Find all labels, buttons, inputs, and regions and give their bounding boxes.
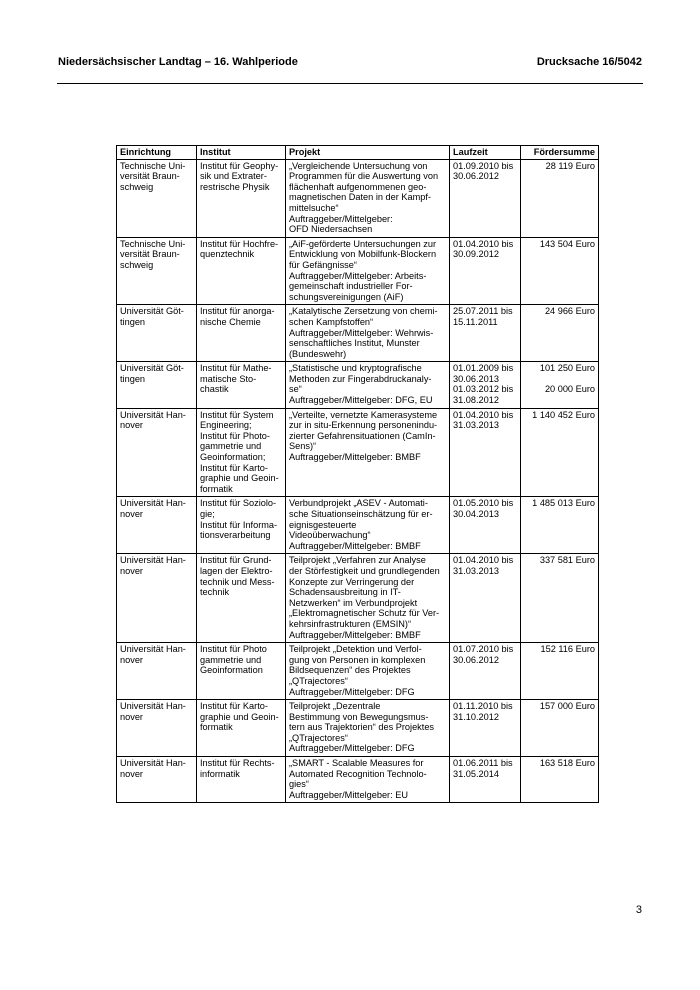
cell-projekt bbox=[286, 237, 450, 305]
cell-text-line: „QTrajectores“ bbox=[289, 732, 348, 743]
cell-text-line: eignisgesteuerte bbox=[289, 519, 357, 530]
column-header-einrichtung: Einrichtung bbox=[117, 146, 197, 160]
cell-text-line: Auftraggeber/Mittelgeber: BMBF bbox=[289, 452, 421, 463]
cell-text-line: Universität Han- bbox=[120, 644, 186, 655]
cell-text-line: „Elektromagnetischer Schutz für Ver- bbox=[289, 608, 440, 619]
cell-text-line: 01.11.2010 bis bbox=[453, 701, 513, 712]
cell-text-line: 31.03.2013 bbox=[453, 420, 499, 431]
cell-text-line: 30.09.2012 bbox=[453, 249, 499, 260]
cell-text-line: 01.06.2011 bis bbox=[453, 758, 513, 769]
cell-text-line: Auftraggeber/Mittelgeber: BMBF bbox=[289, 540, 421, 551]
cell-text-line: tionsverarbeitung bbox=[200, 530, 271, 541]
cell-institut bbox=[197, 237, 286, 305]
cell-text-line: Technische Uni- bbox=[120, 160, 186, 171]
cell-text-line: Teilprojekt „Detektion und Verfol- bbox=[289, 644, 422, 655]
cell-text-line: Technische Uni- bbox=[120, 238, 186, 249]
cell-text-line: Auftraggeber/Mittelgeber: EU bbox=[289, 789, 408, 800]
cell-text-line: Bestimmung von Bewegungsmus- bbox=[289, 711, 429, 722]
cell-text-line: 01.09.2010 bis bbox=[453, 160, 514, 171]
cell-text-line: Verbundprojekt „ASEV - Automati- bbox=[289, 498, 428, 509]
cell-text-line: Geoinformation; bbox=[200, 452, 266, 463]
cell-text-line: nische Chemie bbox=[200, 316, 261, 327]
cell-text-line: Universität Göt- bbox=[120, 363, 184, 374]
cell-text-line: „QTrajectores“ bbox=[289, 675, 348, 686]
cell-projekt bbox=[286, 159, 450, 237]
cell-text-line: Konzepte zur Verringerung der bbox=[289, 576, 415, 587]
cell-text-line: Universität Göt- bbox=[120, 306, 184, 317]
cell-text-line: 15.11.2011 bbox=[453, 316, 498, 327]
cell-text-line: Auftraggeber/Mittelgeber: BMBF bbox=[289, 629, 421, 640]
cell-text-line: 31.10.2012 bbox=[453, 711, 499, 722]
cell-projekt bbox=[286, 362, 450, 408]
cell-text-line: der Störfestigkeit und grundlegenden bbox=[289, 565, 440, 576]
cell-text-line: „Statistische und kryptografische bbox=[289, 363, 422, 374]
cell-text-line: nover bbox=[120, 654, 143, 665]
cell-text-line: Institut für Hochfre- bbox=[200, 238, 279, 249]
cell-projekt bbox=[286, 757, 450, 803]
cell-text-line: Institut für Karto- bbox=[200, 701, 268, 712]
cell-text-line: Bildsequenzen“ des Projektes bbox=[289, 665, 411, 676]
cell-text-line: Institut für Informa- bbox=[200, 519, 278, 530]
cell-einrichtung bbox=[117, 237, 197, 305]
cell-text-line: sche Situationseinschätzung für er- bbox=[289, 509, 433, 519]
column-header-foerdersumme: Fördersumme bbox=[521, 146, 599, 160]
header-rule bbox=[57, 83, 643, 84]
cell-foerdersumme bbox=[521, 237, 599, 305]
cell-text-line: Institut für anorga- bbox=[200, 306, 275, 317]
cell-einrichtung bbox=[117, 643, 197, 700]
table-row bbox=[117, 362, 599, 408]
column-header-laufzeit: Laufzeit bbox=[450, 146, 521, 160]
cell-laufzeit bbox=[450, 408, 521, 497]
cell-text-line: gie; bbox=[200, 509, 215, 519]
cell-text-line: senschaftliches Institut, Munster bbox=[289, 338, 420, 349]
cell-text-line: 24 966 Euro bbox=[544, 306, 595, 317]
cell-institut bbox=[197, 554, 286, 643]
cell-text-line: Programmen für die Auswertung von bbox=[289, 171, 439, 182]
cell-text-line: Institut für Photo bbox=[200, 644, 267, 655]
cell-text-line: Methoden zur Fingerabdruckanaly- bbox=[289, 373, 432, 384]
table-row bbox=[117, 408, 599, 497]
cell-foerdersumme bbox=[521, 554, 599, 643]
cell-text-line: Universität Han- bbox=[120, 701, 186, 712]
cell-text-line: Universität Han- bbox=[120, 555, 186, 566]
cell-institut bbox=[197, 757, 286, 803]
cell-text-line: 337 581 Euro bbox=[539, 555, 595, 566]
cell-text-line: Auftraggeber/Mittelgeber: DFG, EU bbox=[289, 395, 433, 406]
cell-text-line: tingen bbox=[120, 373, 146, 384]
table-row bbox=[117, 305, 599, 362]
cell-institut bbox=[197, 643, 286, 700]
cell-text-line: 152 116 Euro bbox=[540, 644, 595, 655]
cell-text-line: „Verteilte, vernetzte Kamerasysteme bbox=[289, 409, 438, 420]
cell-text-line: flächenhaft aufgenommenen geo- bbox=[289, 181, 427, 192]
cell-text-line: gammetrie und bbox=[200, 654, 262, 665]
cell-text-line: mittelsuche“ bbox=[289, 202, 339, 213]
cell-text-line: Schadensausbreitung in IT- bbox=[289, 587, 401, 598]
cell-laufzeit bbox=[450, 643, 521, 700]
cell-institut bbox=[197, 305, 286, 362]
cell-einrichtung bbox=[117, 757, 197, 803]
cell-text-line: Geoinformation bbox=[200, 665, 263, 676]
cell-projekt bbox=[286, 700, 450, 757]
cell-einrichtung bbox=[117, 497, 197, 554]
cell-text-line: Netzwerken“ im Verbundprojekt bbox=[289, 597, 418, 608]
cell-text-line: 157 000 Euro bbox=[539, 701, 595, 712]
cell-foerdersumme bbox=[521, 408, 599, 497]
cell-text-line: Automated Recognition Technolo- bbox=[289, 768, 427, 779]
cell-text-line: gemeinschaft industrieller For- bbox=[289, 281, 413, 292]
cell-institut bbox=[197, 408, 286, 497]
cell-laufzeit bbox=[450, 159, 521, 237]
cell-laufzeit bbox=[450, 554, 521, 643]
cell-text-line: für Gefängnisse“ bbox=[289, 259, 357, 270]
cell-text-line: Institut für System bbox=[200, 409, 274, 420]
cell-text-line: se“ bbox=[289, 384, 302, 395]
cell-text-line: nover bbox=[120, 768, 143, 779]
cell-text-line: nover bbox=[120, 565, 143, 576]
cell-projekt bbox=[286, 408, 450, 497]
cell-foerdersumme bbox=[521, 497, 599, 554]
cell-text-line: 01.04.2010 bis bbox=[453, 238, 514, 249]
cell-laufzeit bbox=[450, 305, 521, 362]
cell-text-line: 31.03.2013 bbox=[453, 565, 499, 576]
cell-text-line: 1 485 013 Euro bbox=[532, 498, 595, 509]
cell-text-line: matische Sto- bbox=[200, 373, 257, 384]
cell-text-line: 01.05.2010 bis bbox=[453, 498, 514, 509]
cell-text-line: Institut für Soziolo- bbox=[200, 498, 277, 509]
cell-text-line: schweig bbox=[120, 181, 154, 192]
cell-foerdersumme bbox=[521, 305, 599, 362]
cell-einrichtung bbox=[117, 408, 197, 497]
table-row bbox=[117, 497, 599, 554]
cell-text-line: chastik bbox=[200, 384, 229, 395]
table-row bbox=[117, 700, 599, 757]
cell-text-line: graphie und Geoin- bbox=[200, 473, 279, 484]
cell-text-line: gammetrie und bbox=[200, 441, 262, 452]
cell-text-line: 01.03.2012 bis bbox=[453, 384, 514, 395]
cell-text-line: 30.06.2013 bbox=[453, 373, 499, 384]
cell-text-line: technik und Mess- bbox=[200, 576, 275, 587]
cell-text-line: Universität Han- bbox=[120, 498, 186, 509]
cell-institut bbox=[197, 159, 286, 237]
funding-table bbox=[116, 145, 599, 803]
cell-text-line: 01.07.2010 bis bbox=[453, 644, 514, 655]
cell-text-line: schungsvereinigungen (AiF) bbox=[289, 291, 404, 302]
cell-text-line: Universität Han- bbox=[120, 758, 186, 769]
cell-text-line: (Bundeswehr) bbox=[289, 348, 347, 359]
cell-text-line: 101 250 Euro bbox=[539, 363, 595, 374]
cell-text-line: gies“ bbox=[289, 779, 309, 790]
cell-einrichtung bbox=[117, 362, 197, 408]
cell-text-line: sik und Extrater- bbox=[200, 171, 267, 182]
cell-text-line: formatik bbox=[200, 483, 233, 494]
cell-text-line: Auftraggeber/Mittelgeber: DFG bbox=[289, 743, 415, 754]
cell-text-line: 20 000 Euro bbox=[544, 384, 595, 395]
cell-text-line: graphie und Geoin- bbox=[200, 711, 279, 722]
cell-foerdersumme bbox=[521, 757, 599, 803]
cell-text-line: Institut für Geophy- bbox=[200, 160, 279, 171]
cell-laufzeit bbox=[450, 237, 521, 305]
cell-text-line: nover bbox=[120, 711, 143, 722]
cell-text-line: restrische Physik bbox=[200, 181, 270, 192]
cell-text-line: „Vergleichende Untersuchung von bbox=[289, 160, 428, 171]
cell-institut bbox=[197, 362, 286, 408]
cell-laufzeit bbox=[450, 700, 521, 757]
cell-text-line: kehrsinfrastrukturen (EMSIN)“ bbox=[289, 618, 412, 629]
cell-laufzeit bbox=[450, 497, 521, 554]
cell-text-line: Teilprojekt „Dezentrale bbox=[289, 701, 381, 712]
cell-text-line: tingen bbox=[120, 316, 146, 327]
cell-text-line: tern aus Trajektorien“ des Projektes bbox=[289, 722, 435, 733]
cell-text-line: nover bbox=[120, 420, 143, 431]
cell-foerdersumme bbox=[521, 362, 599, 408]
cell-text-line: 25.07.2011 bis bbox=[453, 306, 513, 317]
cell-text-line: zur in situ-Erkennung personenindu- bbox=[289, 420, 438, 431]
cell-text-line: gung von Personen in komplexen bbox=[289, 654, 426, 665]
cell-text-line: 30.04.2013 bbox=[453, 509, 499, 519]
cell-text-line: Engineering; bbox=[200, 420, 252, 431]
cell-text-line: formatik bbox=[200, 722, 233, 733]
cell-projekt bbox=[286, 497, 450, 554]
cell-foerdersumme bbox=[521, 159, 599, 237]
cell-einrichtung bbox=[117, 305, 197, 362]
cell-text-line: „SMART - Scalable Measures for bbox=[289, 758, 424, 769]
cell-text-line: Institut für Photo- bbox=[200, 430, 270, 441]
cell-einrichtung bbox=[117, 554, 197, 643]
cell-text-line: Sens)“ bbox=[289, 441, 317, 452]
table-header-row bbox=[117, 146, 599, 160]
cell-institut bbox=[197, 497, 286, 554]
table-row bbox=[117, 237, 599, 305]
cell-text-line: informatik bbox=[200, 768, 240, 779]
cell-institut bbox=[197, 700, 286, 757]
table-row bbox=[117, 643, 599, 700]
cell-text-line: „Katalytische Zersetzung von chemi- bbox=[289, 306, 438, 317]
cell-projekt bbox=[286, 554, 450, 643]
cell-text-line: 31.08.2012 bbox=[453, 395, 499, 406]
cell-text-line: technik bbox=[200, 587, 230, 598]
cell-text-line: versität Braun- bbox=[120, 171, 180, 182]
cell-text-line: Institut für Rechts- bbox=[200, 758, 275, 769]
header-document-number: Drucksache 16/5042 bbox=[536, 56, 642, 68]
cell-text-line: 31.05.2014 bbox=[453, 768, 499, 779]
table-row bbox=[117, 554, 599, 643]
table-row bbox=[117, 757, 599, 803]
cell-foerdersumme bbox=[521, 643, 599, 700]
cell-text-line: „AiF-geförderte Untersuchungen zur bbox=[289, 238, 437, 249]
cell-text-line: 01.04.2010 bis bbox=[453, 409, 514, 420]
cell-text-line: schen Kampfstoffen“ bbox=[289, 316, 374, 327]
cell-einrichtung bbox=[117, 700, 197, 757]
cell-text-line: OFD Niedersachsen bbox=[289, 224, 373, 235]
header-title: Niedersächsischer Landtag – 16. Wahlperiode bbox=[58, 56, 298, 68]
cell-text-line: versität Braun- bbox=[120, 249, 180, 260]
cell-text-line: 30.06.2012 bbox=[453, 654, 499, 665]
cell-text-line: nover bbox=[120, 509, 143, 519]
cell-text-line: magnetischen Daten in der Kampf- bbox=[289, 192, 431, 203]
cell-text-line: zierter Gefahrensituationen (CamIn- bbox=[289, 430, 436, 441]
cell-projekt bbox=[286, 643, 450, 700]
cell-text-line: lagen der Elektro- bbox=[200, 565, 273, 576]
cell-text-line: 01.04.2010 bis bbox=[453, 555, 514, 566]
cell-text-line: Auftraggeber/Mittelgeber: bbox=[289, 213, 393, 224]
column-header-projekt: Projekt bbox=[286, 146, 450, 160]
cell-text-line: Entwicklung von Mobilfunk-Blockern bbox=[289, 249, 437, 260]
cell-text-line: 01.01.2009 bis bbox=[453, 363, 514, 374]
cell-text-line: Universität Han- bbox=[120, 409, 186, 420]
cell-laufzeit bbox=[450, 757, 521, 803]
cell-laufzeit bbox=[450, 362, 521, 408]
cell-text-line: 163 518 Euro bbox=[539, 758, 595, 769]
cell-text-line: Institut für Grund- bbox=[200, 555, 272, 566]
cell-text-line: Institut für Mathe- bbox=[200, 363, 272, 374]
cell-text-line: Auftraggeber/Mittelgeber: DFG bbox=[289, 686, 415, 697]
cell-text-line: quenztechnik bbox=[200, 249, 255, 260]
cell-text-line: Auftraggeber/Mittelgeber: Wehrwis- bbox=[289, 327, 434, 338]
cell-text-line: 30.06.2012 bbox=[453, 171, 499, 182]
cell-text-line: Institut für Karto- bbox=[200, 462, 268, 473]
cell-text-line: schweig bbox=[120, 259, 154, 270]
page-number: 3 bbox=[635, 904, 642, 916]
table-body bbox=[117, 159, 599, 803]
cell-text-line: 143 504 Euro bbox=[539, 238, 595, 249]
cell-foerdersumme bbox=[521, 700, 599, 757]
cell-text-line bbox=[524, 374, 595, 385]
table-row bbox=[117, 159, 599, 237]
cell-text-line: 1 140 452 Euro bbox=[532, 409, 595, 420]
cell-projekt bbox=[286, 305, 450, 362]
cell-einrichtung bbox=[117, 159, 197, 237]
cell-text-line: Auftraggeber/Mittelgeber: Arbeits- bbox=[289, 270, 427, 281]
column-header-institut: Institut bbox=[197, 146, 286, 160]
cell-text-line: Teilprojekt „Verfahren zur Analyse bbox=[289, 555, 426, 566]
cell-text-line: Videoüberwachung“ bbox=[289, 530, 371, 541]
cell-text-line: 28 119 Euro bbox=[545, 160, 595, 171]
